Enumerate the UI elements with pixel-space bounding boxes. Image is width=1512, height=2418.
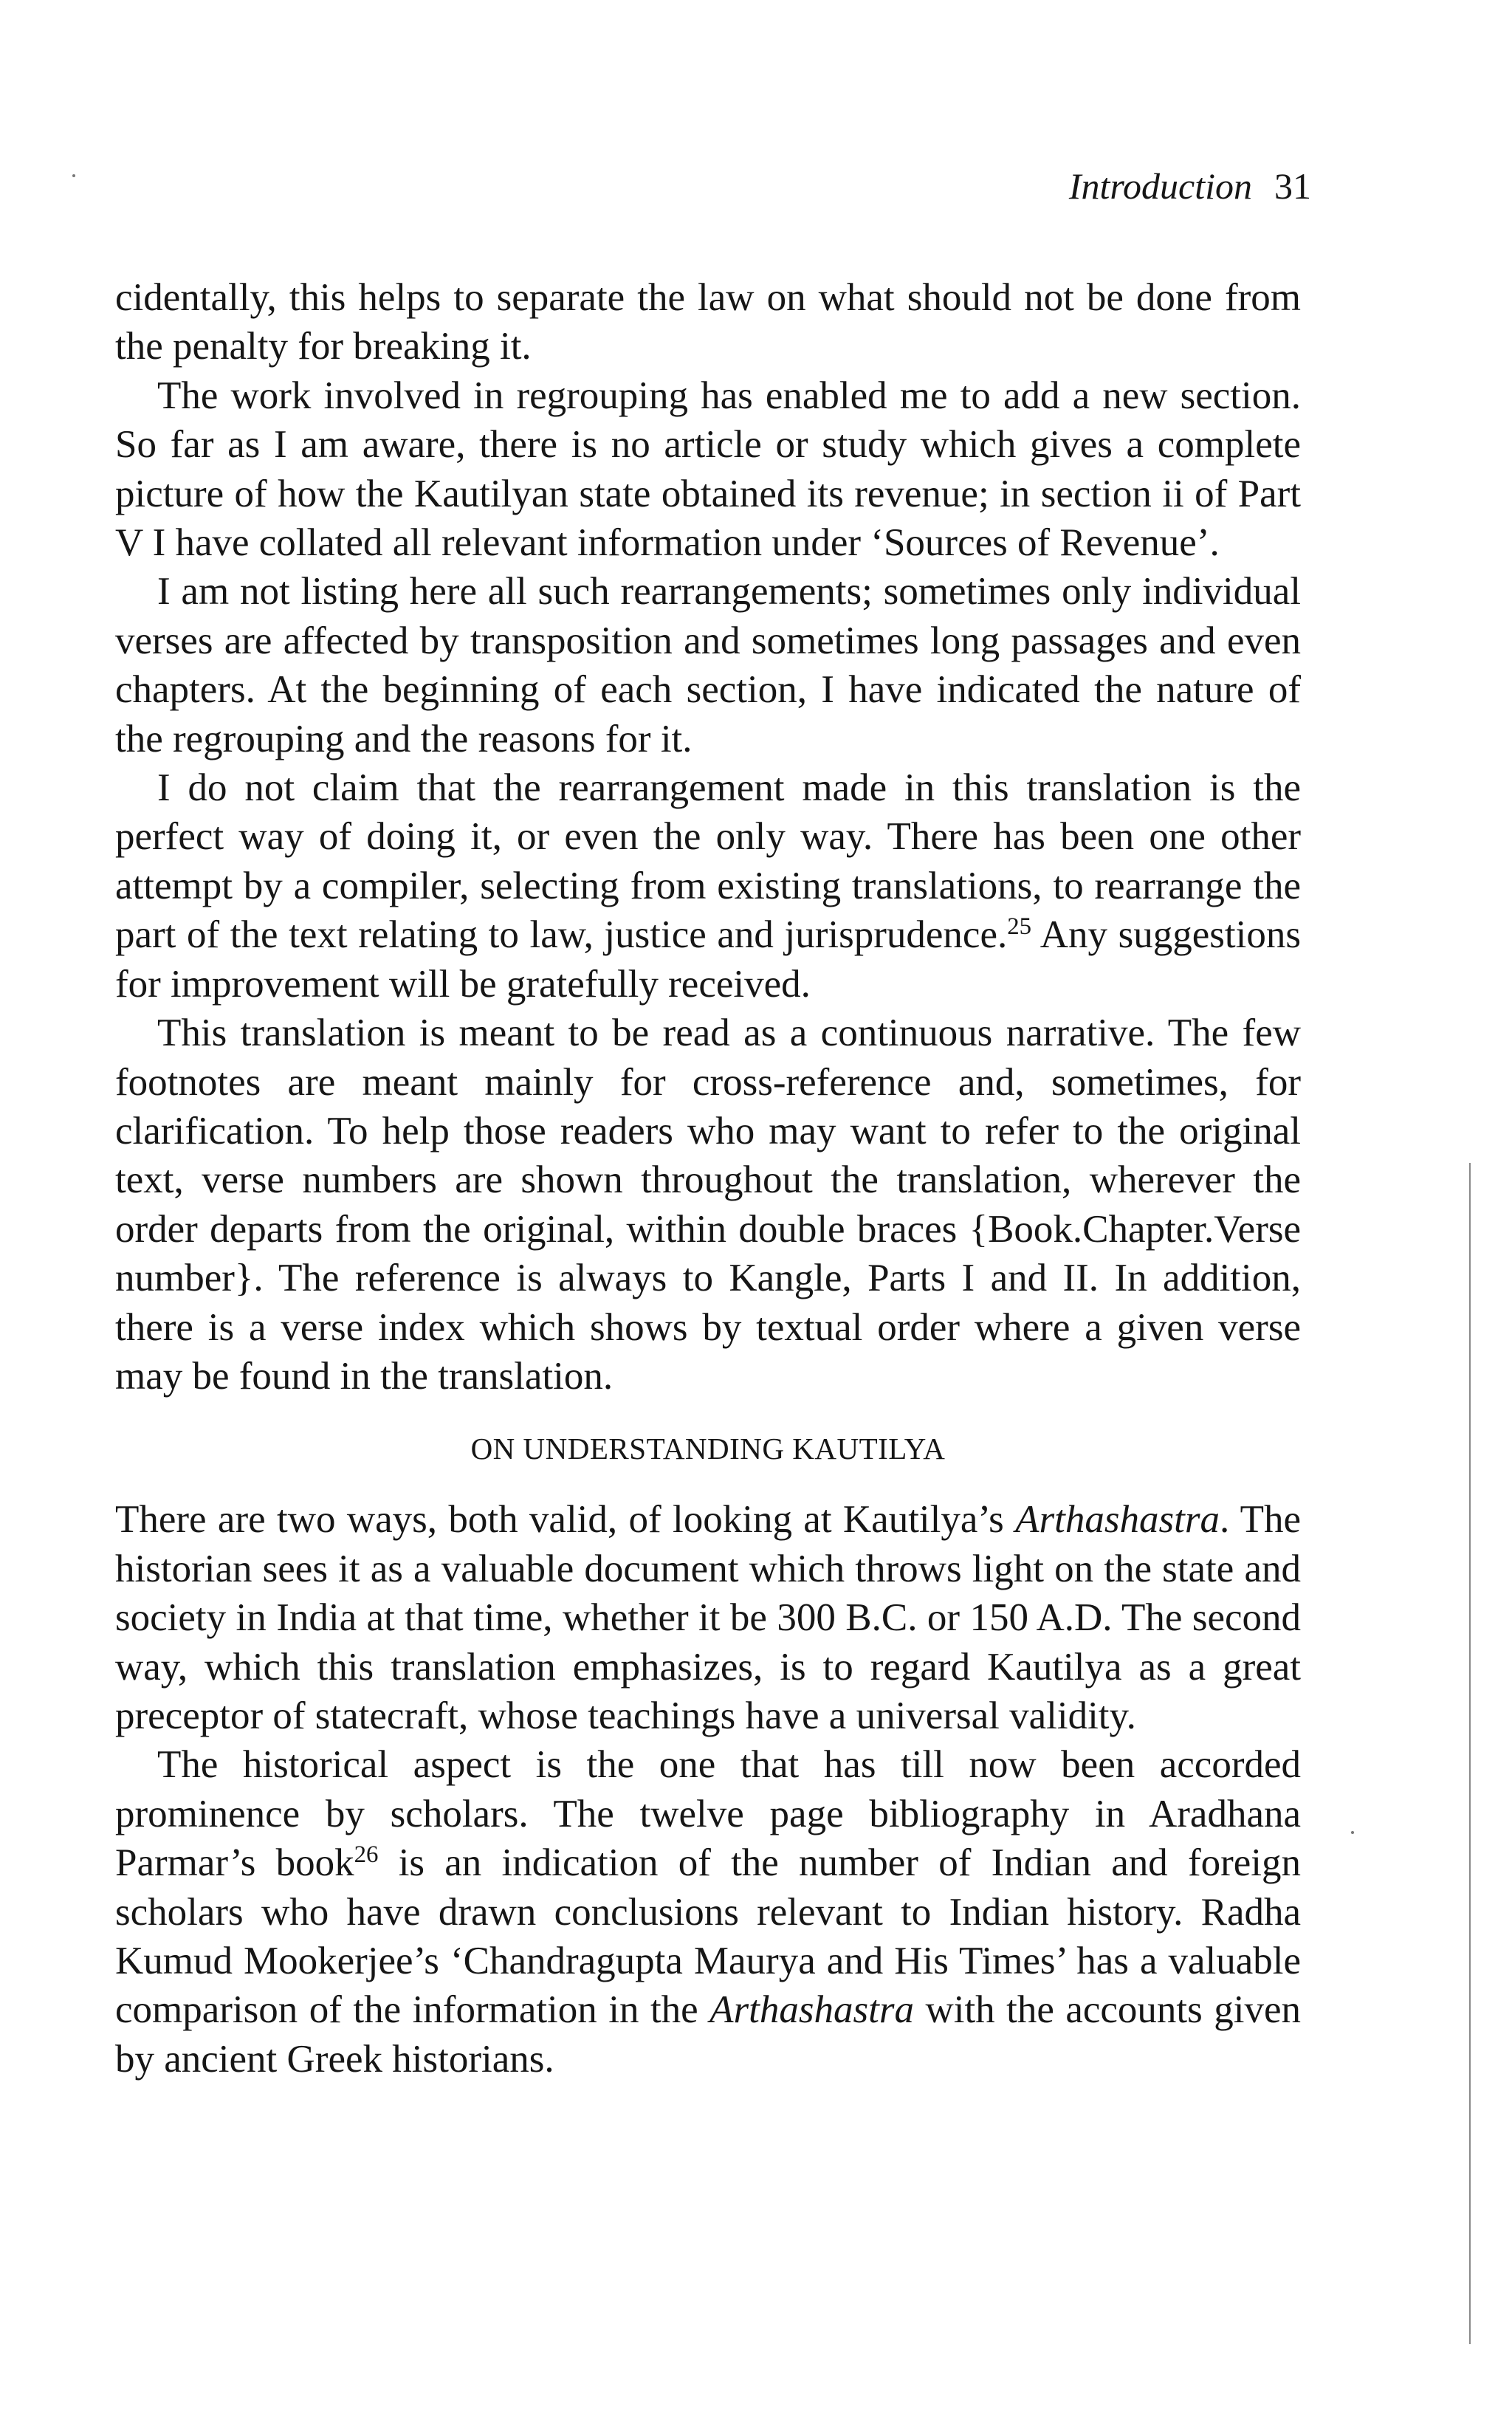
footnote-reference: 26 xyxy=(354,1841,379,1869)
paragraph-rearrangements: I am not listing here all such rearrangements; sometimes only individual verses are affected by transposition and sometimes long passages and even chapters. At the beginning of each section, I have indicated the nature of the regrouping and the reasons for it. xyxy=(115,570,1301,760)
paragraph-text: The historical aspect is the one that has till now been accorded prominence by scholars. The twelve page bibliography in Aradhana Parmar’s book xyxy=(115,1743,1301,1885)
book-title: Arthashastra xyxy=(709,1988,914,2032)
running-head xyxy=(1069,164,1311,208)
book-title: Arthashastra xyxy=(1015,1498,1220,1542)
paragraph-text: is an indication of the number of Indian and foreign scholars who have drawn conclusions relevant to Indian history. Radha Kumud Mookerjee’s ‘Chandragupta Maurya and His Times’ has a valuable comparison of the information in the xyxy=(115,1841,1301,2032)
paragraph-text: I do not claim that the rearrangement made in this translation is the perfect way of doing it, or even the only way. There has been one other attempt by a compiler, selecting from existing translations, to rearrange the part of the text relating to law, justice and jurisprudence. xyxy=(115,766,1301,957)
paragraph-continued: cidentally, this helps to separate the law on what should not be done from the penalty for breaking it. xyxy=(115,276,1301,368)
footnote-reference: 25 xyxy=(1007,913,1032,941)
paragraph-text: . The historian sees it as a valuable document which throws light on the state and society in India at that time, whether it be 300 B.C. or 150 A.D. The second way, which this translation emphasizes, is to regard Kautilya as a great preceptor of statecraft, whose teachings have a universal validity. xyxy=(115,1498,1301,1737)
paragraph-text: Any suggestions for improvement will be gratefully received. xyxy=(115,913,1301,1006)
paragraph-historical-aspect xyxy=(115,1740,1301,2084)
paragraph-narrative: This translation is meant to be read as a continuous narrative. The few footnotes are meant mainly for cross-reference and, sometimes, for clarification. To help those readers who may want to refer to the original text, verse numbers are shown throughout the translation, wherever the order departs from the original, within double braces {Book.Chapter.Verse number}. The reference is always to Kangle, Parts I and II. In addition, there is a verse index which shows by textual order where a given verse may be found in the translation. xyxy=(115,1011,1301,1398)
paragraph-new-section: The work involved in regrouping has enabled me to add a new section. So far as I am aware, there is no article or study which gives a complete picture of how the Kautilyan state obtained its revenue; in section ii of Part V I have collated all relevant information under ‘Sources of Revenue’. xyxy=(115,374,1301,565)
paragraph-two-ways xyxy=(115,1495,1301,1740)
running-head-title: Introduction xyxy=(1068,165,1252,207)
body-text xyxy=(115,273,1301,2084)
scan-speck xyxy=(72,174,75,177)
paragraph-no-claim xyxy=(115,763,1301,1009)
page-number: 31 xyxy=(1274,165,1311,207)
paragraph-text: with the accounts given by ancient Greek historians. xyxy=(115,1988,1301,2081)
paragraph-text: There are two ways, both valid, of looking at Kautilya’s xyxy=(115,1498,1016,1542)
scan-speck xyxy=(1351,1831,1354,1834)
scan-margin-line xyxy=(1469,1163,1471,2344)
section-heading: ON UNDERSTANDING KAUTILYA xyxy=(470,1432,946,1466)
